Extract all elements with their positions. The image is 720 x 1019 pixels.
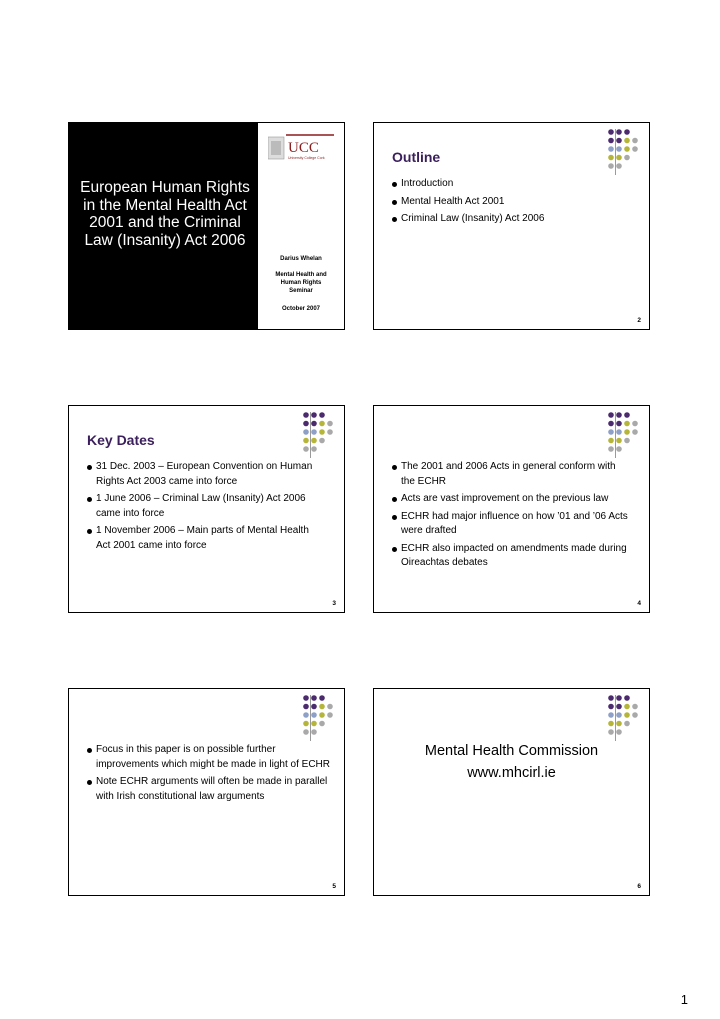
bullet-item: ECHR had major influence on how ’01 and ’06 Acts were drafted: [392, 510, 630, 539]
decoration-dot: [608, 429, 614, 435]
bullet-list: [87, 460, 317, 556]
decoration-dot: [311, 704, 317, 710]
decoration-dot: [632, 429, 638, 435]
bullet-item: Mental Health Act 2001: [392, 195, 642, 210]
decoration-dot: [608, 129, 614, 135]
event-date: October 2007: [281, 306, 321, 312]
presentation-title: European Human Rights in the Mental Health Act 2001 and the Criminal Law (Insanity) Act 2006: [80, 179, 250, 249]
decoration-dot: [632, 712, 638, 718]
decoration-dot: [616, 138, 622, 144]
decoration-dot: [616, 412, 622, 418]
slide-1: [68, 122, 345, 330]
bullet-item: Criminal Law (Insanity) Act 2006: [392, 212, 642, 227]
decoration-dot: [624, 704, 630, 710]
title-panel: [69, 123, 258, 329]
decoration-dot: [616, 721, 622, 727]
decoration-dot: [608, 155, 614, 161]
decoration-dot: [616, 704, 622, 710]
dot-grid-decoration: [301, 693, 341, 738]
bullet-list: [87, 743, 332, 807]
decoration-dot: [624, 712, 630, 718]
decoration-dot: [624, 438, 630, 444]
logo-subtext: University College Cork: [288, 156, 325, 160]
decoration-dot: [303, 704, 309, 710]
decoration-dot: [608, 729, 614, 735]
decoration-dot: [632, 704, 638, 710]
decoration-dot: [616, 438, 622, 444]
decoration-dot: [608, 446, 614, 452]
decoration-dot: [303, 729, 309, 735]
decoration-dot: [319, 438, 325, 444]
decoration-dot: [319, 712, 325, 718]
decoration-dot: [311, 412, 317, 418]
decoration-dot: [616, 712, 622, 718]
decoration-dot: [608, 146, 614, 152]
decoration-dot: [624, 129, 630, 135]
decoration-dot: [624, 146, 630, 152]
decoration-dot: [616, 429, 622, 435]
bullet-item: 31 Dec. 2003 – European Convention on Human Rights Act 2003 came into force: [87, 460, 317, 489]
decoration-dot: [616, 729, 622, 735]
dot-grid-decoration: [301, 410, 341, 455]
commission-name: Mental Health Commission: [424, 743, 599, 759]
decoration-dot: [311, 712, 317, 718]
page-number: 1: [680, 992, 688, 1007]
decoration-dot: [327, 421, 333, 427]
bullet-item: The 2001 and 2006 Acts in general conform with the ECHR: [392, 460, 630, 489]
decoration-dot: [608, 712, 614, 718]
decoration-dot: [632, 421, 638, 427]
decoration-dot: [303, 412, 309, 418]
dot-grid-decoration: [606, 127, 646, 172]
decoration-dot: [327, 704, 333, 710]
decoration-dot: [608, 704, 614, 710]
decoration-dot: [303, 695, 309, 701]
decoration-dot: [624, 421, 630, 427]
slide-6: [373, 688, 650, 896]
decoration-dot: [616, 129, 622, 135]
decoration-dot: [608, 138, 614, 144]
decoration-dot: [303, 421, 309, 427]
bullet-item: Note ECHR arguments will often be made in parallel with Irish constitutional law arguments: [87, 775, 332, 804]
decoration-dot: [303, 429, 309, 435]
author: Darius Whelan: [280, 256, 322, 262]
decoration-dot: [303, 438, 309, 444]
event-name: Mental Health and Human Rights Seminar: [275, 272, 327, 294]
bullet-item: 1 June 2006 – Criminal Law (Insanity) Act 2006 came into force: [87, 492, 317, 521]
slide-4: [373, 405, 650, 613]
decoration-dot: [303, 446, 309, 452]
bullet-item: ECHR also impacted on amendments made during Oireachtas debates: [392, 542, 630, 571]
bullet-item: Acts are vast improvement on the previous law: [392, 492, 630, 507]
decoration-dot: [311, 421, 317, 427]
decoration-dot: [319, 721, 325, 727]
decoration-dot: [616, 421, 622, 427]
decoration-dot: [608, 163, 614, 169]
decoration-dot: [608, 438, 614, 444]
decoration-dot: [319, 421, 325, 427]
decoration-dot: [624, 429, 630, 435]
decoration-dot: [624, 138, 630, 144]
decoration-dot: [616, 155, 622, 161]
slide-title: Key Dates: [87, 432, 155, 448]
decoration-dot: [319, 429, 325, 435]
decoration-dot: [624, 155, 630, 161]
decoration-dot: [311, 695, 317, 701]
dot-grid-decoration: [606, 693, 646, 738]
decoration-dot: [624, 695, 630, 701]
decoration-dot: [608, 421, 614, 427]
bullet-list: [392, 177, 642, 230]
decoration-dot: [327, 712, 333, 718]
decoration-dot: [624, 412, 630, 418]
decoration-dot: [608, 412, 614, 418]
slide-3: [68, 405, 345, 613]
slide-number: 2: [637, 317, 641, 324]
ucc-logo: [268, 133, 334, 163]
decoration-dot: [319, 695, 325, 701]
logo-wordmark: UCC: [288, 140, 319, 156]
decoration-dot: [616, 446, 622, 452]
decoration-dot: [311, 729, 317, 735]
decoration-dot: [616, 695, 622, 701]
decoration-dot: [632, 138, 638, 144]
decoration-dot: [616, 146, 622, 152]
decoration-dot: [311, 429, 317, 435]
title-side-panel: [258, 123, 344, 329]
decoration-dot: [608, 695, 614, 701]
decoration-dot: [311, 438, 317, 444]
slide-title: Outline: [392, 149, 441, 165]
decoration-dot: [632, 146, 638, 152]
decoration-dot: [303, 712, 309, 718]
slide-number: 6: [637, 883, 641, 890]
decoration-dot: [303, 721, 309, 727]
decoration-dot: [616, 163, 622, 169]
bullet-item: Introduction: [392, 177, 642, 192]
slide-number: 3: [332, 600, 336, 607]
decoration-dot: [624, 721, 630, 727]
slide-5: [68, 688, 345, 896]
slide-number: 4: [637, 600, 641, 607]
slide-2: [373, 122, 650, 330]
bullet-item: Focus in this paper is on possible further improvements which might be made in light of ECHR: [87, 743, 332, 772]
decoration-dot: [319, 704, 325, 710]
decoration-dot: [311, 721, 317, 727]
commission-url[interactable]: www.mhcirl.ie: [467, 765, 556, 781]
bullet-item: 1 November 2006 – Main parts of Mental Health Act 2001 came into force: [87, 524, 317, 553]
decoration-dot: [608, 721, 614, 727]
decoration-dot: [311, 446, 317, 452]
bullet-list: [392, 460, 630, 574]
decoration-dot: [327, 429, 333, 435]
slide-number: 5: [332, 883, 336, 890]
dot-grid-decoration: [606, 410, 646, 455]
decoration-dot: [319, 412, 325, 418]
